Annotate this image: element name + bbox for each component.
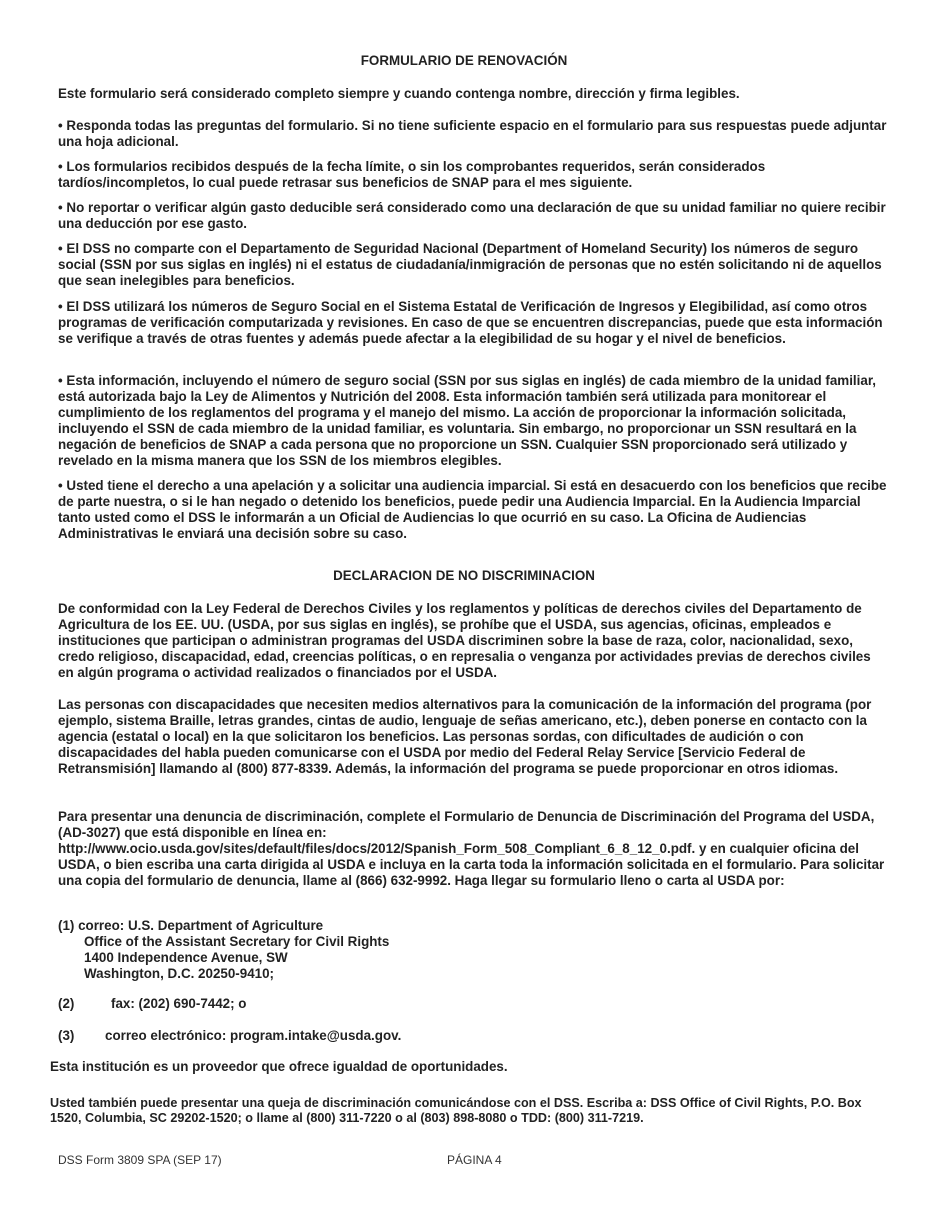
- intro-text: Este formulario será considerado completo siempre y cuando contenga nombre, dirección y firma legibles.: [58, 86, 740, 101]
- bullet-deductible-expense: • No reportar o verificar algún gasto deducible será considerado como una declaración de que su unidad familiar no quiere recibir una deducción por ese gasto.: [58, 200, 886, 231]
- dss-complaint-text: Usted también puede presentar una queja de discriminación comunicándose con el DSS. Escriba a: DSS Office of Civil Rights, P.O. Box 1520, Columbia, SC 29202-1520; o llame al (800) 311-7220 o al (803) 898-8080 o TDD: (800) 311-7219.: [50, 1096, 862, 1125]
- footer-page-number: PÁGINA 4: [447, 1153, 502, 1167]
- mail-line-street: 1400 Independence Avenue, SW: [84, 950, 288, 965]
- mail-address-block: [58, 918, 389, 982]
- nondiscrimination-paragraph-1: De conformidad con la Ley Federal de Derechos Civiles y los reglamentos y políticas de derechos civiles del Departamento de Agricultura de los EE. UU. (USDA, por sus siglas en inglés), se prohíbe que el USDA, sus agencias, oficinas, empleados e instituciones que participan o administran programas del USDA discriminen sobre la base de raza, color, nacionalidad, sexo, credo religioso, discapacidad, edad, creencias políticas, o en represalia o venganza por actividades previas de derechos civiles en algún programa o actividad realizados o financiados por el USDA.: [58, 601, 871, 680]
- section-title-nondiscrimination: DECLARACION DE NO DISCRIMINACION: [333, 568, 595, 583]
- bullet-fair-hearing: • Usted tiene el derecho a una apelación y a solicitar una audiencia imparcial. Si está en desacuerdo con los beneficios que recibe de parte nuestra, o si le han negado o detenido los beneficios, puede pedir una Audiencia Imparcial. En la Audiencia Imparcial tanto usted como el DSS le informarán a un Oficial de Audiencias lo que ocurrió en su caso. La Oficina de Audiencias Administrativas le enviará una decisión sobre su caso.: [58, 478, 887, 541]
- nondiscrimination-paragraph-3: Para presentar una denuncia de discriminación, complete el Formulario de Denuncia de Discriminación del Programa del USDA, (AD-3027) que está disponible en línea en: http://www.ocio.usda.gov/sites/default/files/docs/2012/Spanish_Form_508_Compliant_6_8_12_0.pdf. y en cualquier oficina del USDA, o bien escriba una carta dirigida al USDA e incluya en la carta toda la información solicitada en el formulario. Para solicitar una copia del formulario de denuncia, llame al (866) 632-9992. Haga llegar su formulario lleno o carta al USDA por:: [58, 809, 885, 888]
- equal-opportunity-statement: Esta institución es un proveedor que ofrece igualdad de oportunidades.: [50, 1059, 508, 1074]
- fax-number-label: (2): [58, 996, 75, 1011]
- bullet-homeland-security: • El DSS no comparte con el Departamento de Seguridad Nacional (Department of Homeland Security) los números de seguro social (SSN por sus siglas en inglés) ni el estatus de ciudadanía/inmigración de personas que no estén solicitando ni de aquellos que sean inelegibles para beneficios.: [58, 241, 882, 288]
- bullet-deadline: • Los formularios recibidos después de la fecha límite, o sin los comprobantes requeridos, serán considerados tardíos/incompletos, lo cual puede retrasar sus beneficios de SNAP para el mes siguiente.: [58, 159, 766, 190]
- mail-line-city: Washington, D.C. 20250-9410;: [84, 966, 274, 981]
- bullet-additional-sheet: • Responda todas las preguntas del formulario. Si no tiene suficiente espacio en el formulario para sus respuestas puede adjuntar una hoja adicional.: [58, 118, 887, 149]
- email-text: correo electrónico: program.intake@usda.gov.: [105, 1028, 402, 1043]
- bullet-ssn-authorization: • Esta información, incluyendo el número de seguro social (SSN por sus siglas en inglés) de cada miembro de la unidad familiar, está autorizada bajo la Ley de Alimentos y Nutrición del 2008. Esta información también será utilizada para monitorear el cumplimiento de los reglamentos del programa y el manejo del mismo. La acción de proporcionar la información solicitada, incluyendo el SSN de cada miembro de la unidad familiar, es voluntaria. Sin embargo, no proporcionar un SSN resultará en la negación de beneficios de SNAP a cada persona que no proporcione un SSN. Cualquier SSN proporcionado será utilizado y revelado en la misma manera que los SSN de los miembros elegibles.: [58, 373, 877, 468]
- mail-label: (1) correo: U.S. Department of Agriculture: [58, 918, 324, 933]
- nondiscrimination-paragraph-2: Las personas con discapacidades que necesiten medios alternativos para la comunicación de la información del programa (por ejemplo, sistema Braille, letras grandes, cintas de audio, lenguaje de señas americano, etc.), deben ponerse en contacto con la agencia (estatal o local) en la que solicitaron los beneficios. Las personas sordas, con dificultades de audición o con discapacidades del habla pueden comunicarse con el USDA por medio del Federal Relay Service [Servicio Federal de Retransmisión] llamando al (800) 877-8339. Además, la información del programa se puede proporcionar en otros idiomas.: [58, 697, 872, 776]
- bullet-verification-system: • El DSS utilizará los números de Seguro Social en el Sistema Estatal de Verificación de Ingresos y Elegibilidad, así como otros programas de verificación computarizada y revisiones. En caso de que se encuentren discrepancias, puede que esta información se verifique a través de otras fuentes y además puede afectar a la elegibilidad de su hogar y el nivel de beneficios.: [58, 299, 883, 346]
- footer-form-id: DSS Form 3809 SPA (SEP 17): [58, 1153, 222, 1167]
- email-number-label: (3): [58, 1028, 75, 1043]
- page-title: FORMULARIO DE RENOVACIÓN: [360, 53, 568, 68]
- mail-line-office: Office of the Assistant Secretary for Civil Rights: [84, 934, 390, 949]
- fax-text: fax: (202) 690-7442; o: [111, 996, 247, 1011]
